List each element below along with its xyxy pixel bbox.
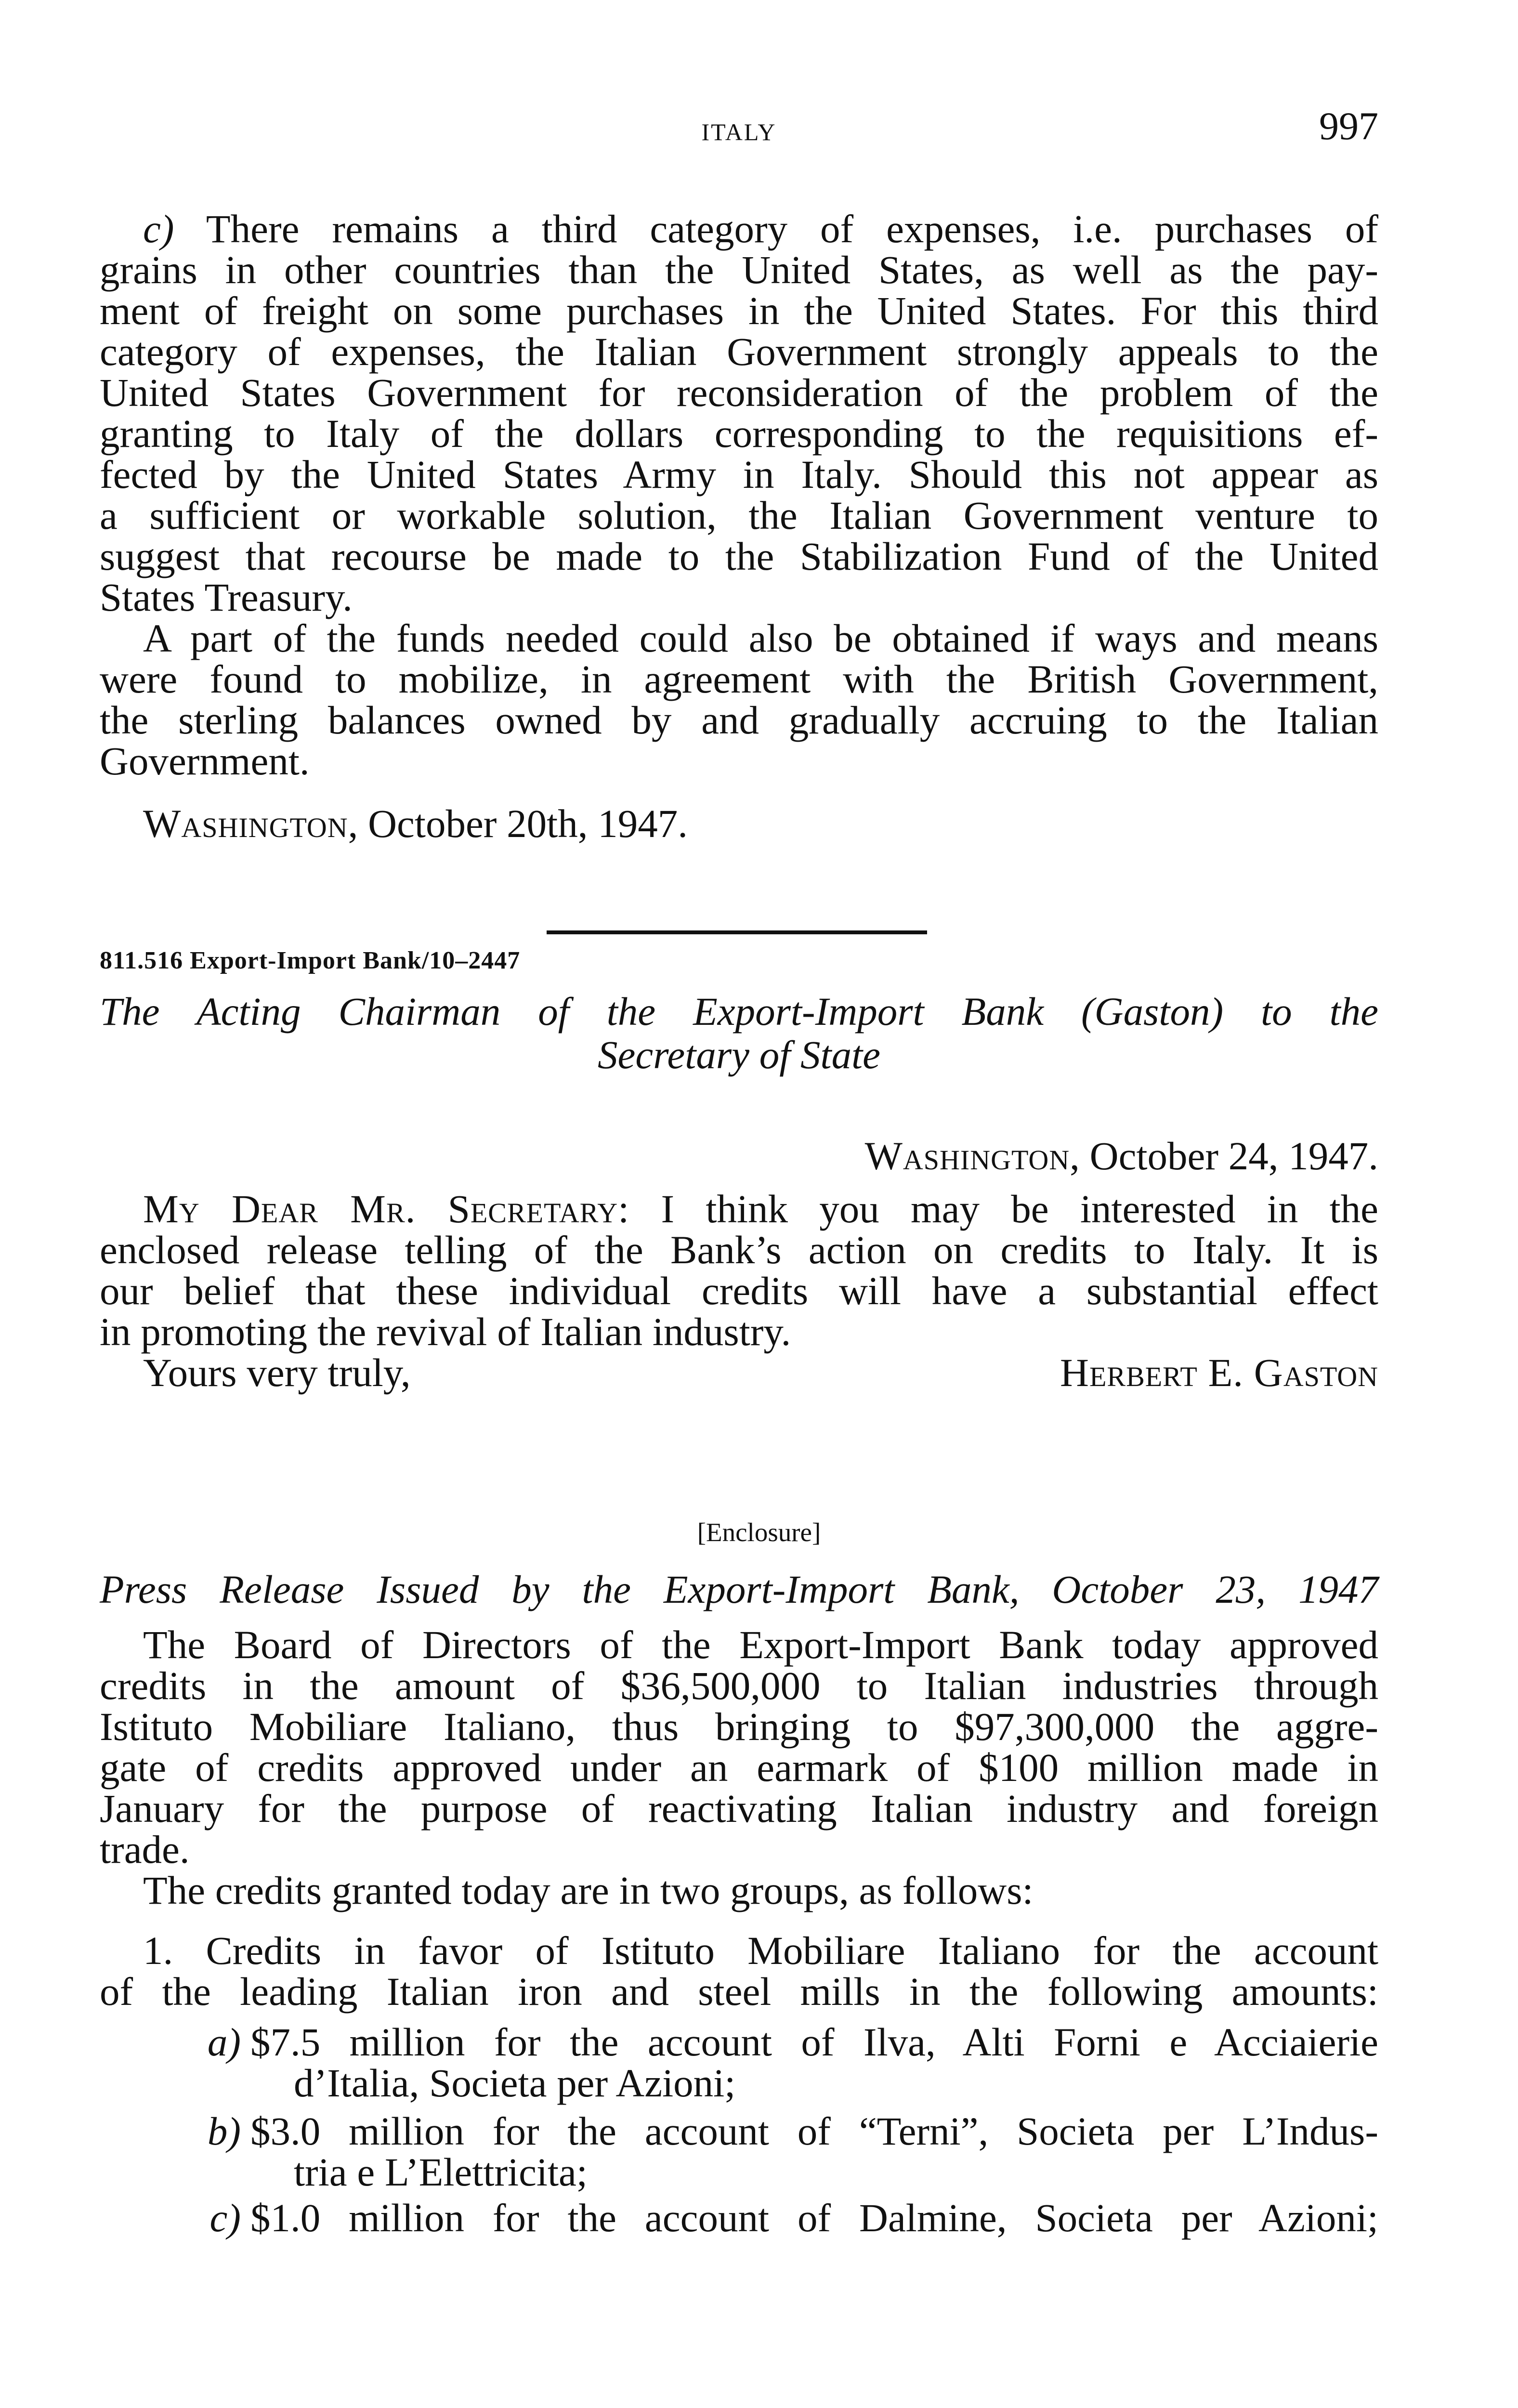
press-body-line: 1. Credits in favor of Istituto Mobiliare Italiano for the account <box>143 1928 1378 1973</box>
running-title: ITALY <box>701 118 777 145</box>
body-line: States Treasury. <box>100 575 353 619</box>
letter-dateline-place: Washington <box>864 1134 1070 1178</box>
salutation: My Dear Mr. Secretary: <box>143 1187 630 1231</box>
body-line: were found to mobilize, in agreement with the British Government, <box>100 657 1378 701</box>
body-line: ment of freight on some purchases in the United States. For this third <box>100 288 1378 333</box>
body-line: fected by the United States Army in Italy. Should this not appear as <box>100 452 1378 497</box>
letter-body-line <box>143 1187 1378 1230</box>
dateline-place: Washington <box>143 801 348 846</box>
letter-body-line: enclosed release telling of the Bank’s action on credits to Italy. It is <box>100 1228 1378 1272</box>
letter-dateline-date: , October 24, 1947. <box>1070 1134 1378 1178</box>
letter-body-line-1: I think you may be interested in the <box>629 1187 1378 1231</box>
list-item-text: tria e L’Elettricita; <box>294 2150 588 2194</box>
letter-title-line-1: The Acting Chairman of the Export-Import Bank (Gaston) to the <box>100 989 1378 1034</box>
letter-title-line-2: Secretary of State <box>598 1033 880 1077</box>
body-line: the sterling balances owned by and gradually accruing to the Italian <box>100 698 1378 742</box>
press-body-line: gate of credits approved under an earmark of $100 million made in <box>100 1745 1378 1790</box>
body-line: suggest that recourse be made to the Stabilization Fund of the United <box>100 534 1378 578</box>
list-item-label: b) <box>207 2109 241 2153</box>
page-header <box>100 104 1378 157</box>
file-reference: 811.516 Export-Import Bank/10–2447 <box>100 947 521 974</box>
item-c-label: c) <box>143 207 174 251</box>
enclosure-label: [Enclosure] <box>697 1518 821 1547</box>
body-line: A part of the funds needed could also be obtained if ways and means <box>143 616 1378 660</box>
press-body-line: trade. <box>100 1827 190 1871</box>
press-body-line: The Board of Directors of the Export-Import Bank today approved <box>143 1623 1378 1667</box>
body-line: grains in other countries than the United States, as well as the pay- <box>100 248 1378 292</box>
body-line <box>143 207 1378 250</box>
press-body-line: of the leading Italian iron and steel mills in the following amounts: <box>100 1969 1378 2014</box>
list-item-text: $7.5 million for the account of Ilva, Alti Forni e Acciaierie <box>250 2020 1378 2064</box>
body-line: United States Government for reconsideration of the problem of the <box>100 370 1378 415</box>
letter-dateline <box>100 1134 1378 1178</box>
letter-closing: Yours very truly, <box>143 1350 411 1395</box>
press-body-line: Istituto Mobiliare Italiano, thus bringing to $97,300,000 the aggre- <box>100 1704 1378 1749</box>
press-body-line: January for the purpose of reactivating Italian industry and foreign <box>100 1786 1378 1831</box>
dateline-date: , October 20th, 1947. <box>348 801 688 846</box>
letter-signature: Herbert E. Gaston <box>1060 1350 1378 1395</box>
section-divider <box>547 930 927 934</box>
list-item-text: $3.0 million for the account of “Terni”, Societa per L’Indus- <box>250 2109 1378 2153</box>
press-body-line: The credits granted today are in two groups, as follows: <box>143 1868 1034 1912</box>
letter-body-line: our belief that these individual credits will have a substantial effect <box>100 1269 1378 1313</box>
list-item-label: c) <box>209 2196 241 2240</box>
body-line: Government. <box>100 739 310 783</box>
press-body-line: credits in the amount of $36,500,000 to Italian industries through <box>100 1663 1378 1708</box>
item-c-line-1: There remains a third category of expenses, i.e. purchases of <box>206 207 1378 251</box>
dateline <box>143 802 1378 845</box>
body-line: a sufficient or workable solution, the Italian Government venture to <box>100 493 1378 537</box>
letter-body-line: in promoting the revival of Italian industry. <box>100 1309 791 1354</box>
body-line: granting to Italy of the dollars corresponding to the requisitions ef- <box>100 411 1378 456</box>
press-release-title: Press Release Issued by the Export-Import Bank, October 23, 1947 <box>100 1567 1378 1611</box>
body-line: category of expenses, the Italian Government strongly appeals to the <box>100 329 1378 374</box>
page-number: 997 <box>1319 104 1378 148</box>
list-item-text: d’Italia, Societa per Azioni; <box>294 2061 736 2105</box>
list-item-text: $1.0 million for the account of Dalmine, Societa per Azioni; <box>250 2196 1378 2240</box>
list-item-label: a) <box>207 2020 241 2064</box>
